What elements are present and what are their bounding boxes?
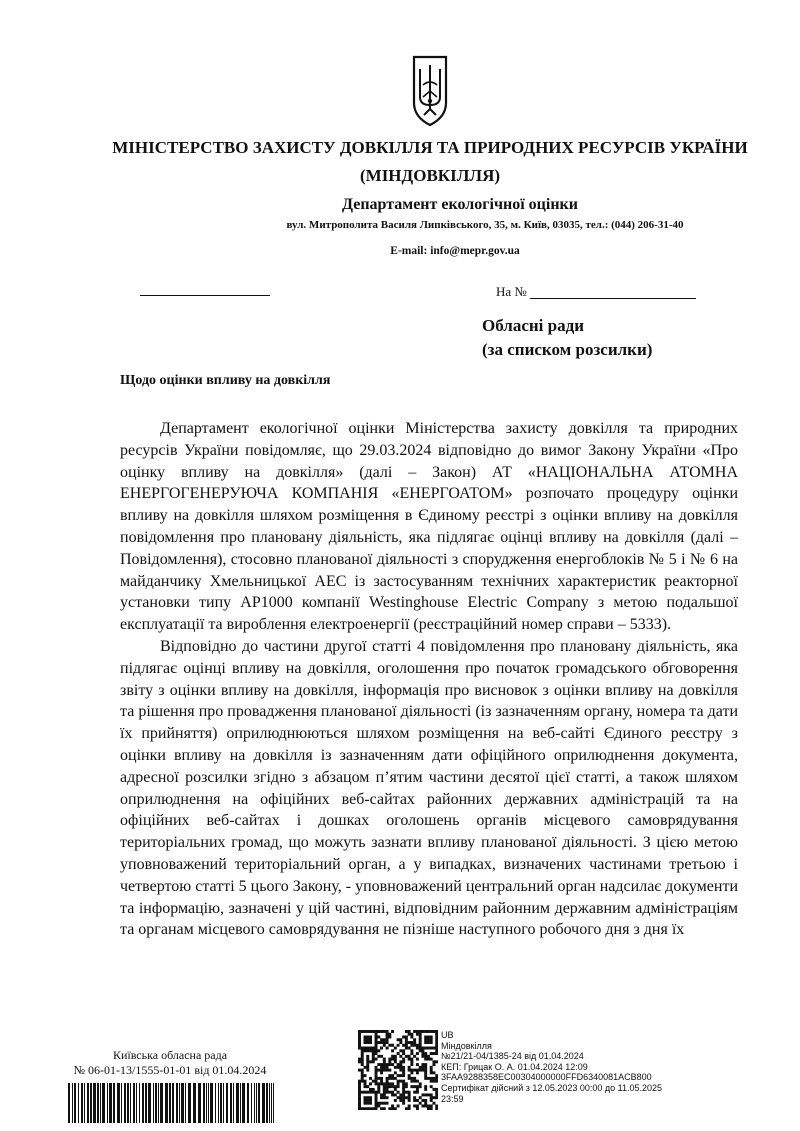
qr-code-icon <box>358 1030 438 1110</box>
e-signature-type: UB <box>441 1030 454 1040</box>
registration-number: № 06-01-13/1555-01-01 від 01.04.2024 <box>73 1063 267 1077</box>
letter-body <box>120 418 738 941</box>
reference-blank-line <box>530 298 696 299</box>
e-signature-organization: Міндовкілля <box>441 1040 492 1051</box>
e-signature-serial: 3FAA9288358EC00304000000FFD6340081ACB800 <box>441 1072 652 1083</box>
recipient-name: Обласні ради <box>482 316 584 335</box>
e-signature-signer: КЕП: Грицак О. А. 01.04.2024 12:09 <box>441 1061 588 1072</box>
ministry-name: МІНІСТЕРСТВО ЗАХИСТУ ДОВКІЛЛЯ ТА ПРИРОДНИХ РЕСУРСІВ УКРАЇНИ <box>112 138 748 157</box>
recipient-note: (за списком розсилки) <box>482 340 653 359</box>
barcode-icon <box>68 1083 278 1123</box>
registration-stamp <box>60 1048 280 1078</box>
department-name: Департамент екологічної оцінки <box>342 196 578 213</box>
body-paragraph-1: Департамент екологічної оцінки Міністерства захисту довкілля та природних ресурсів України повідомляє, що 29.03.2024 відповідно до вимог Закону України «Про оцінку впливу на довкілля» (далі – Закон) АТ «НАЦІОНАЛЬНА АТОМНА ЕНЕРГОГЕНЕРУЮЧА КОМПАНІЯ «ЕНЕРГОАТОМ» розпочато процедуру оцінки впливу на довкілля шляхом розміщення в Єдиному реєстрі з оцінки впливу на довкілля повідомлення про плановану діяльність, яка підлягає оцінці впливу на довкілля (далі – Повідомлення), стосовно планованої діяльності з спорудження енергоблоків № 5 і № 6 на майданчику Хмельницької АЕС із застосуванням технічних характеристик реакторної установки типу АР1000 компанії Westinghouse Electric Company з метою подальшої експлуатації та вироблення електроенергії (реєстраційний номер справи – 5333). <box>120 420 738 634</box>
e-signature-validity: Сертифікат дійсний з 12.05.2023 00:00 до 11.05.2025 <box>441 1082 663 1093</box>
registration-organization: Київська обласна рада <box>112 1048 228 1062</box>
ministry-abbreviation: (МІНДОВКІЛЛЯ) <box>359 166 501 185</box>
letter-subject: Щодо оцінки впливу на довкілля <box>120 373 331 388</box>
e-signature-validity-time: 23:59 <box>441 1093 464 1104</box>
recipient-block <box>482 314 652 362</box>
reference-number-label: На № <box>496 284 527 299</box>
e-signature-outgoing-number: №21/21-04/1385-24 від 01.04.2024 <box>441 1051 584 1062</box>
coat-of-arms-icon <box>410 55 450 127</box>
e-signature-block <box>441 1030 741 1104</box>
ministry-header <box>60 134 800 190</box>
department-address: вул. Митрополита Василя Липківського, 35, м. Київ, 03035, тел.: (044) 206-31-40 <box>286 219 684 231</box>
department-email: E-mail: info@mepr.gov.ua <box>390 245 520 257</box>
body-paragraph-2: Відповідно до частини другої статті 4 повідомлення про плановану діяльність, яка підлягає оцінці впливу на довкілля, оголошення про початок громадського обговорення звіту з оцінки впливу на довкілля, інформація про висновок з оцінки впливу на довкілля та рішення про провадження планованої діяльності (із зазначенням органу, номера та дати їх прийняття) оприлюднюються шляхом розміщення на веб-сайті Єдиного реєстру з оцінки впливу на довкілля із зазначенням дати офіційного оприлюднення документа, адресної розсилки згідно з абзацом п’ятим частини десятої цієї статті, а також шляхом оприлюднення на офіційних веб-сайтах районних державних адміністрацій та на офіційних веб-сайтах і дошках оголошень органів місцевого самоврядування територіальних громад, що можуть зазнати впливу планованої діяльності. З цією метою уповноважений територіальний орган, а у випадках, визначених частинами третьою і четвертою статті 5 цього Закону, - уповноважений центральний орган надсилає документи та інформацію, зазначені у цій частині, відповідним районним державним адміністраціям та органам місцевого самоврядування не пізніше наступного робочого дня з дня їх <box>120 637 738 939</box>
date-blank-line <box>140 295 270 296</box>
